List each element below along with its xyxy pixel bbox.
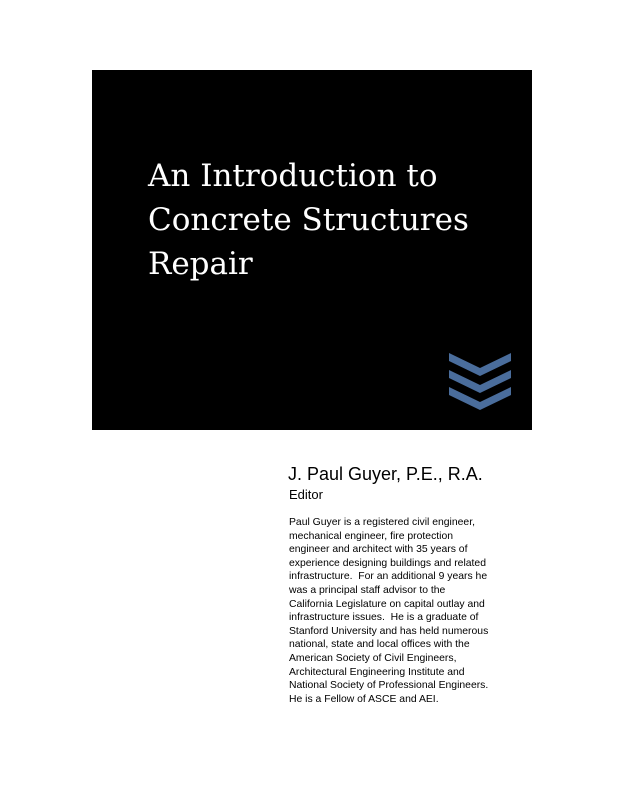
book-title-line-3: Repair (148, 246, 253, 282)
bio-line: national, state and local offices with the (289, 639, 470, 651)
bio-line: engineer and architect with 35 years of (289, 544, 468, 556)
bio-line: American Society of Civil Engineers, (289, 652, 457, 664)
book-title (148, 154, 518, 286)
bio-line: was a principal staff advisor to the (289, 584, 446, 596)
bio-line: infrastructure issues. He is a graduate of (289, 612, 479, 624)
bio-line: Stanford University and has held numerous (289, 625, 489, 637)
chevron-1 (449, 353, 511, 376)
author-name: J. Paul Guyer, P.E., R.A. (288, 464, 483, 484)
bio-line: mechanical engineer, fire protection (289, 530, 454, 542)
book-title-line-1: An Introduction to (148, 158, 438, 194)
bio-line: Architectural Engineering Institute and (289, 666, 465, 678)
bio-line: infrastructure. For an additional 9 years he (289, 571, 488, 583)
bio-line: National Society of Professional Engineers. (289, 680, 489, 692)
triple-chevron-down-icon (449, 353, 511, 411)
bio-line: Paul Guyer is a registered civil engineer, (289, 517, 475, 528)
book-title-line-2: Concrete Structures (148, 202, 469, 238)
author-role: Editor (289, 487, 323, 502)
bio-line: experience designing buildings and related (289, 557, 486, 569)
bio-line: California Legislature on capital outlay and (289, 598, 485, 610)
author-bio (289, 516, 539, 706)
bio-line: He is a Fellow of ASCE and AEI. (289, 693, 439, 705)
